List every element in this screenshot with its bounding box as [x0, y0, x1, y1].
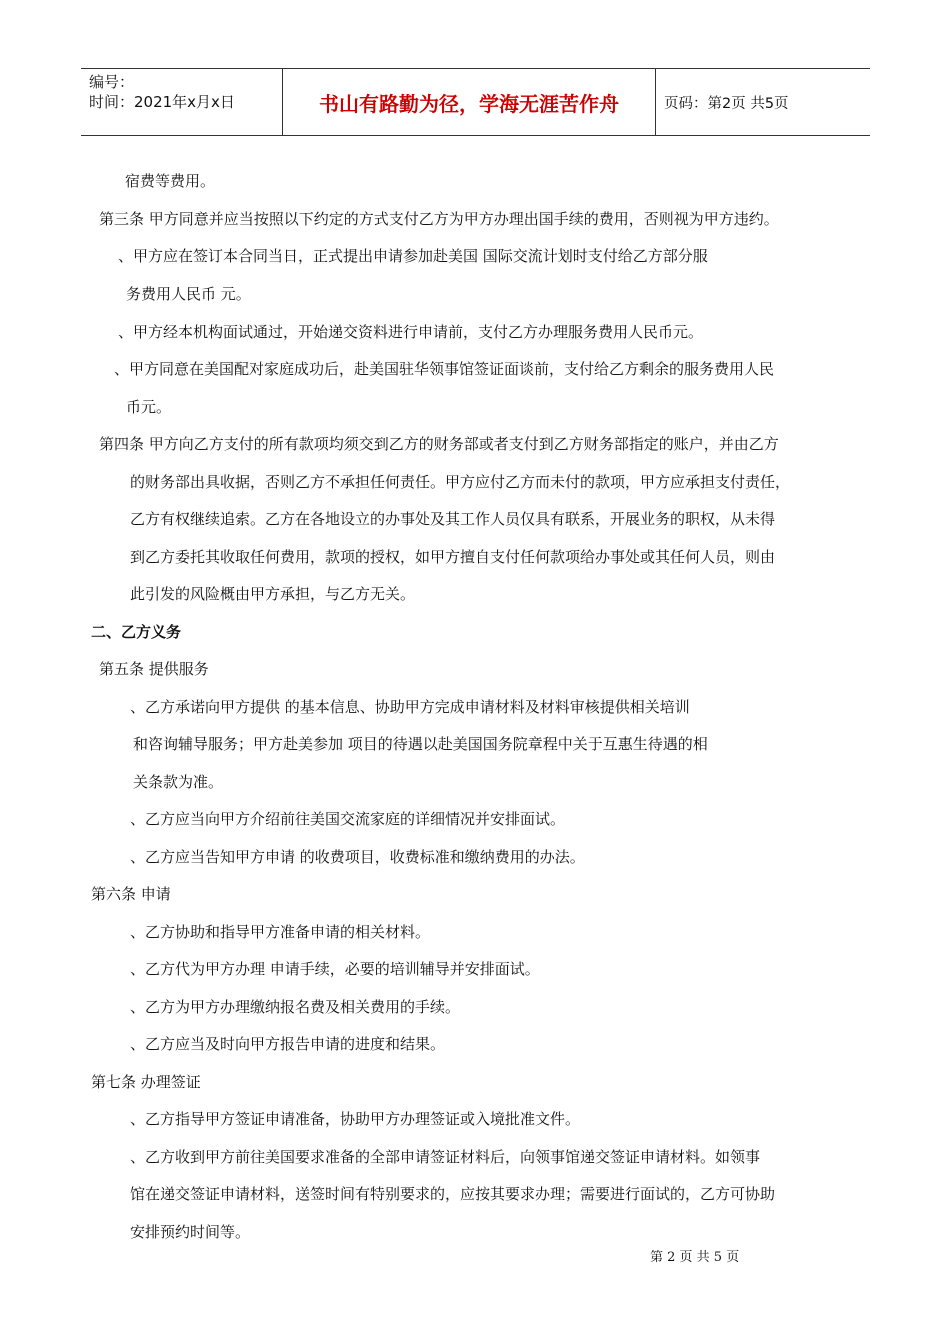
body-line: 到乙方委托其收取任何费用，款项的授权，如甲方擅自支付任何款项给办事处或其任何人员，则由	[130, 548, 776, 566]
body-line: 馆在递交签证申请材料，送签时间有特别要求的，应按其要求办理；需要进行面试的，乙方可协助	[130, 1185, 776, 1203]
body-line: 务费用人民币 元。	[126, 285, 251, 303]
time-label: 时间：2021年x月x日	[89, 93, 235, 111]
body-line: 、乙方应当及时向甲方报告申请的进度和结果。	[130, 1035, 446, 1053]
serial-label: 编号：	[89, 73, 135, 91]
body-line: 币元。	[126, 398, 172, 416]
body-line: 、甲方应在签订本合同当日，正式提出申请参加赴美国 国际交流计划时支付给乙方部分服	[118, 247, 708, 265]
body-line: 此引发的风险概由甲方承担，与乙方无关。	[130, 585, 416, 603]
body-line: 宿费等费用。	[125, 172, 216, 190]
body-line: 、甲方同意在美国配对家庭成功后，赴美国驻华领事馆签证面谈前，支付给乙方剩余的服务费用人民	[114, 360, 775, 378]
body-line: 安排预约时间等。	[130, 1223, 251, 1241]
body-line: 、乙方应当向甲方介绍前往美国交流家庭的详细情况并安排面试。	[130, 810, 566, 828]
body-line: 乙方有权继续追索。乙方在各地设立的办事处及其工作人员仅具有联系，开展业务的职权，从未得	[130, 510, 776, 528]
body-line: 和咨询辅导服务；甲方赴美参加 项目的待遇以赴美国国务院章程中关于互惠生待遇的相	[133, 735, 708, 753]
body-line: 、乙方指导甲方签证申请准备，协助甲方办理签证或入境批准文件。	[130, 1110, 581, 1128]
page-header	[81, 68, 870, 136]
body-line: 的财务部出具收据，否则乙方不承担任何责任。甲方应付乙方而未付的款项，甲方应承担支付责任，	[130, 473, 791, 491]
body-line: 、乙方应当告知甲方申请 的收费项目，收费标准和缴纳费用的办法。	[130, 848, 585, 866]
body-line: 、乙方代为甲方办理 申请手续，必要的培训辅导并安排面试。	[130, 960, 540, 978]
page-footer: 第 2 页 共 5 页	[650, 1250, 740, 1265]
header-left-cell	[81, 69, 283, 135]
article-4-line: 第四条 甲方向乙方支付的所有款项均须交到乙方的财务部或者支付到乙方财务部指定的账户，并由乙方	[99, 435, 779, 453]
article-7-line: 第七条 办理签证	[91, 1073, 201, 1091]
body-line: 、乙方协助和指导甲方准备申请的相关材料。	[130, 923, 431, 941]
body-line: 、乙方收到甲方前往美国要求准备的全部申请签证材料后，向领事馆递交签证申请材料。如领事	[130, 1148, 761, 1166]
header-page-info: 页码：第2页 共5页	[664, 95, 789, 112]
article-6-line: 第六条 申请	[91, 885, 171, 903]
section-heading: 二、乙方义务	[91, 623, 182, 641]
article-3-line: 第三条 甲方同意并应当按照以下约定的方式支付乙方为甲方办理出国手续的费用，否则视为甲方违约。	[99, 210, 779, 228]
body-line: 、乙方承诺向甲方提供 的基本信息、协助甲方完成申请材料及材料审核提供相关培训	[130, 698, 690, 716]
body-line: 、乙方为甲方办理缴纳报名费及相关费用的手续。	[130, 998, 461, 1016]
body-line: 、甲方经本机构面试通过，开始递交资料进行申请前，支付乙方办理服务费用人民币元。	[118, 323, 704, 341]
body-line: 关条款为准。	[133, 773, 224, 791]
article-5-line: 第五条 提供服务	[99, 660, 209, 678]
header-motto: 书山有路勤为径，学海无涯苦作舟	[283, 69, 656, 135]
